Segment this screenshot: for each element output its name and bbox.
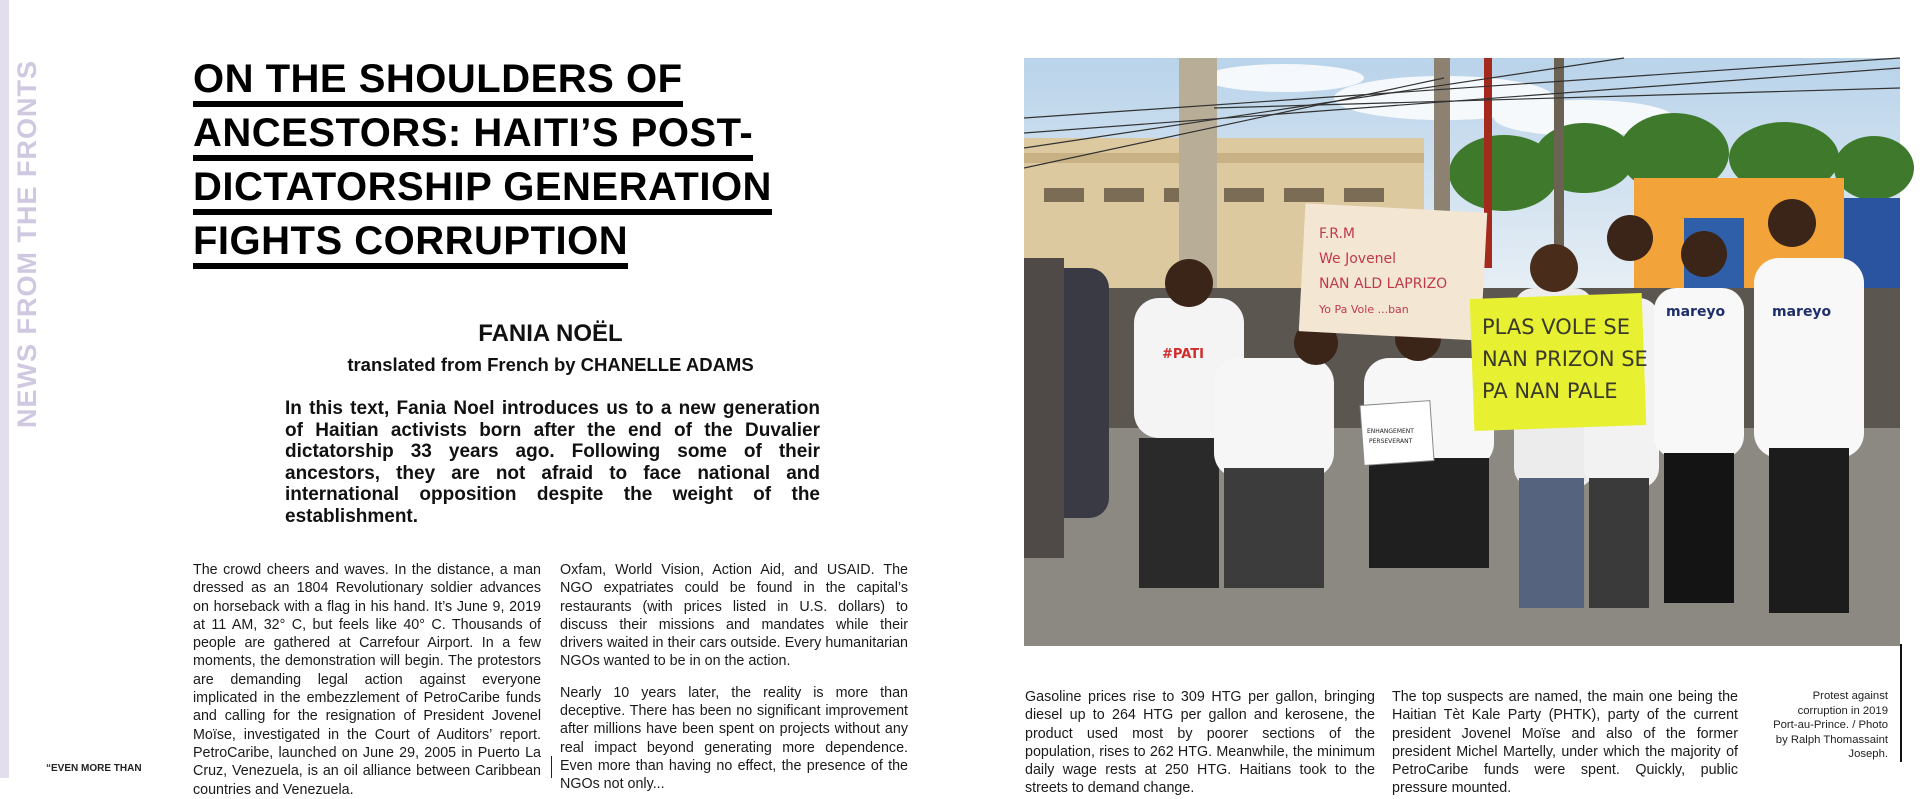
body-paragraph: Gasoline prices rise to 309 HTG per gallon, bringing diesel up to 264 HTG per gallon and kerosene, the product used most by poorer sections of the population, rises to 262 HTG. Meanwhile, the minimum daily wage rests at 250 HTG. Haitians took to the streets to demand change.: [1025, 689, 1375, 797]
title-line: ANCESTORS: HAITI’S POST-: [193, 111, 753, 161]
body-column-2: [560, 561, 908, 793]
pullquote-fragment: “EVEN MORE THAN: [46, 763, 142, 774]
body-paragraph: Nearly 10 years later, the reality is more than deceptive. There has been no significant improvement after millions have been spent on projects without any real impact beyond generating more dependence. Even more than having no effect, the presence of the NGOs not only...: [560, 684, 908, 793]
author-name: FANIA NOËL: [478, 320, 623, 347]
section-label-text: NEWS FROM THE FRONTS: [12, 60, 42, 428]
body-paragraph: The top suspects are named, the main one being the Haitian Tèt Kale Party (PHTK), party of the current president Jovenel Moïse and also of the former president Michel Martelly, under which the majority of PetroCaribe funds were spent. Quickly, public pressure mounted.: [1392, 689, 1738, 797]
body-column-1: [193, 561, 541, 798]
translator-prefix: translated from French by: [347, 354, 581, 375]
small-sign: [1360, 401, 1434, 466]
sign-1-line: Yo Pa Vole ...ban: [1319, 303, 1409, 316]
small-sign-line: ENHANGEMENT: [1367, 428, 1414, 435]
sign-1: [1299, 203, 1487, 340]
translator-credit: [193, 354, 908, 376]
column-rule: [551, 756, 552, 778]
title-line: FIGHTS CORRUPTION: [193, 219, 628, 269]
small-sign-line: PERSEVERANT: [1369, 438, 1413, 445]
translator-name: CHANELLE ADAMS: [580, 354, 754, 375]
sign-2-line: PLAS VOLE SE: [1482, 315, 1630, 339]
title-line: ON THE SHOULDERS OF: [193, 57, 683, 107]
sign-1-line: F.R.M: [1319, 226, 1356, 242]
shirt-text: #PATI: [1162, 347, 1204, 362]
sign-1-line: NAN ALD LAPRIZO: [1319, 276, 1448, 292]
body-column-3: [1025, 688, 1375, 797]
photo-rule: [1900, 644, 1902, 762]
intro-paragraph: In this text, Fania Noel introduces us to a new generation of Haitian activists born after the end of the Duvalier dictatorship 33 years ago. Following some of their ancestors, they are not afraid to face national and international opposition despite the weight of the establishment.: [285, 398, 820, 527]
article-title: [193, 52, 833, 268]
body-paragraph: Oxfam, World Vision, Action Aid, and USAID. The NGO expatriates could be found in the capital’s restaurants (with prices listed in U.S. dollars) to discuss their missions and mandates while their drivers waited in their cars outside. Every humanitarian NGOs wanted to be in on the action.: [560, 562, 908, 670]
protest-photo: [1024, 58, 1900, 646]
body-paragraph: The crowd cheers and waves. In the distance, a man dressed as an 1804 Revolutionary soldier advances on horseback with a flag in his hand. It’s June 9, 2019 at 11 AM, 32° C, but feels like 40° C. Thousands of people are gathered at Carrefour Airport. In a few moments, the demonstration will begin. The protestors are demanding legal action against everyone implicated in the embezzlement of PetroCaribe funds and calling for the resignation of President Jovenel Moïse, investigated in the Court of Auditors’ report. PetroCaribe, launched on June 29, 2005 in Puerto La Cruz, Venezuela, is an oil alliance between Caribbean countries and Venezuela.: [193, 562, 541, 798]
photo-caption: Protest against corruption in 2019 Port-au-Prince. / Photo by Ralph Thomassaint Joseph.: [1773, 690, 1888, 761]
sidebar-strip: [0, 0, 9, 778]
sign-1-line: We Jovenel: [1319, 251, 1397, 267]
section-label: [12, 58, 42, 428]
sign-2-line: NAN PRIZON SE: [1482, 347, 1648, 371]
body-column-4: [1392, 688, 1738, 797]
title-line: DICTATORSHIP GENERATION: [193, 165, 772, 215]
shirt-text: mareyo: [1772, 304, 1832, 320]
sign-2-line: PA NAN PALE: [1482, 379, 1618, 403]
sign-2: [1470, 293, 1648, 431]
shirt-text: mareyo: [1666, 304, 1726, 320]
